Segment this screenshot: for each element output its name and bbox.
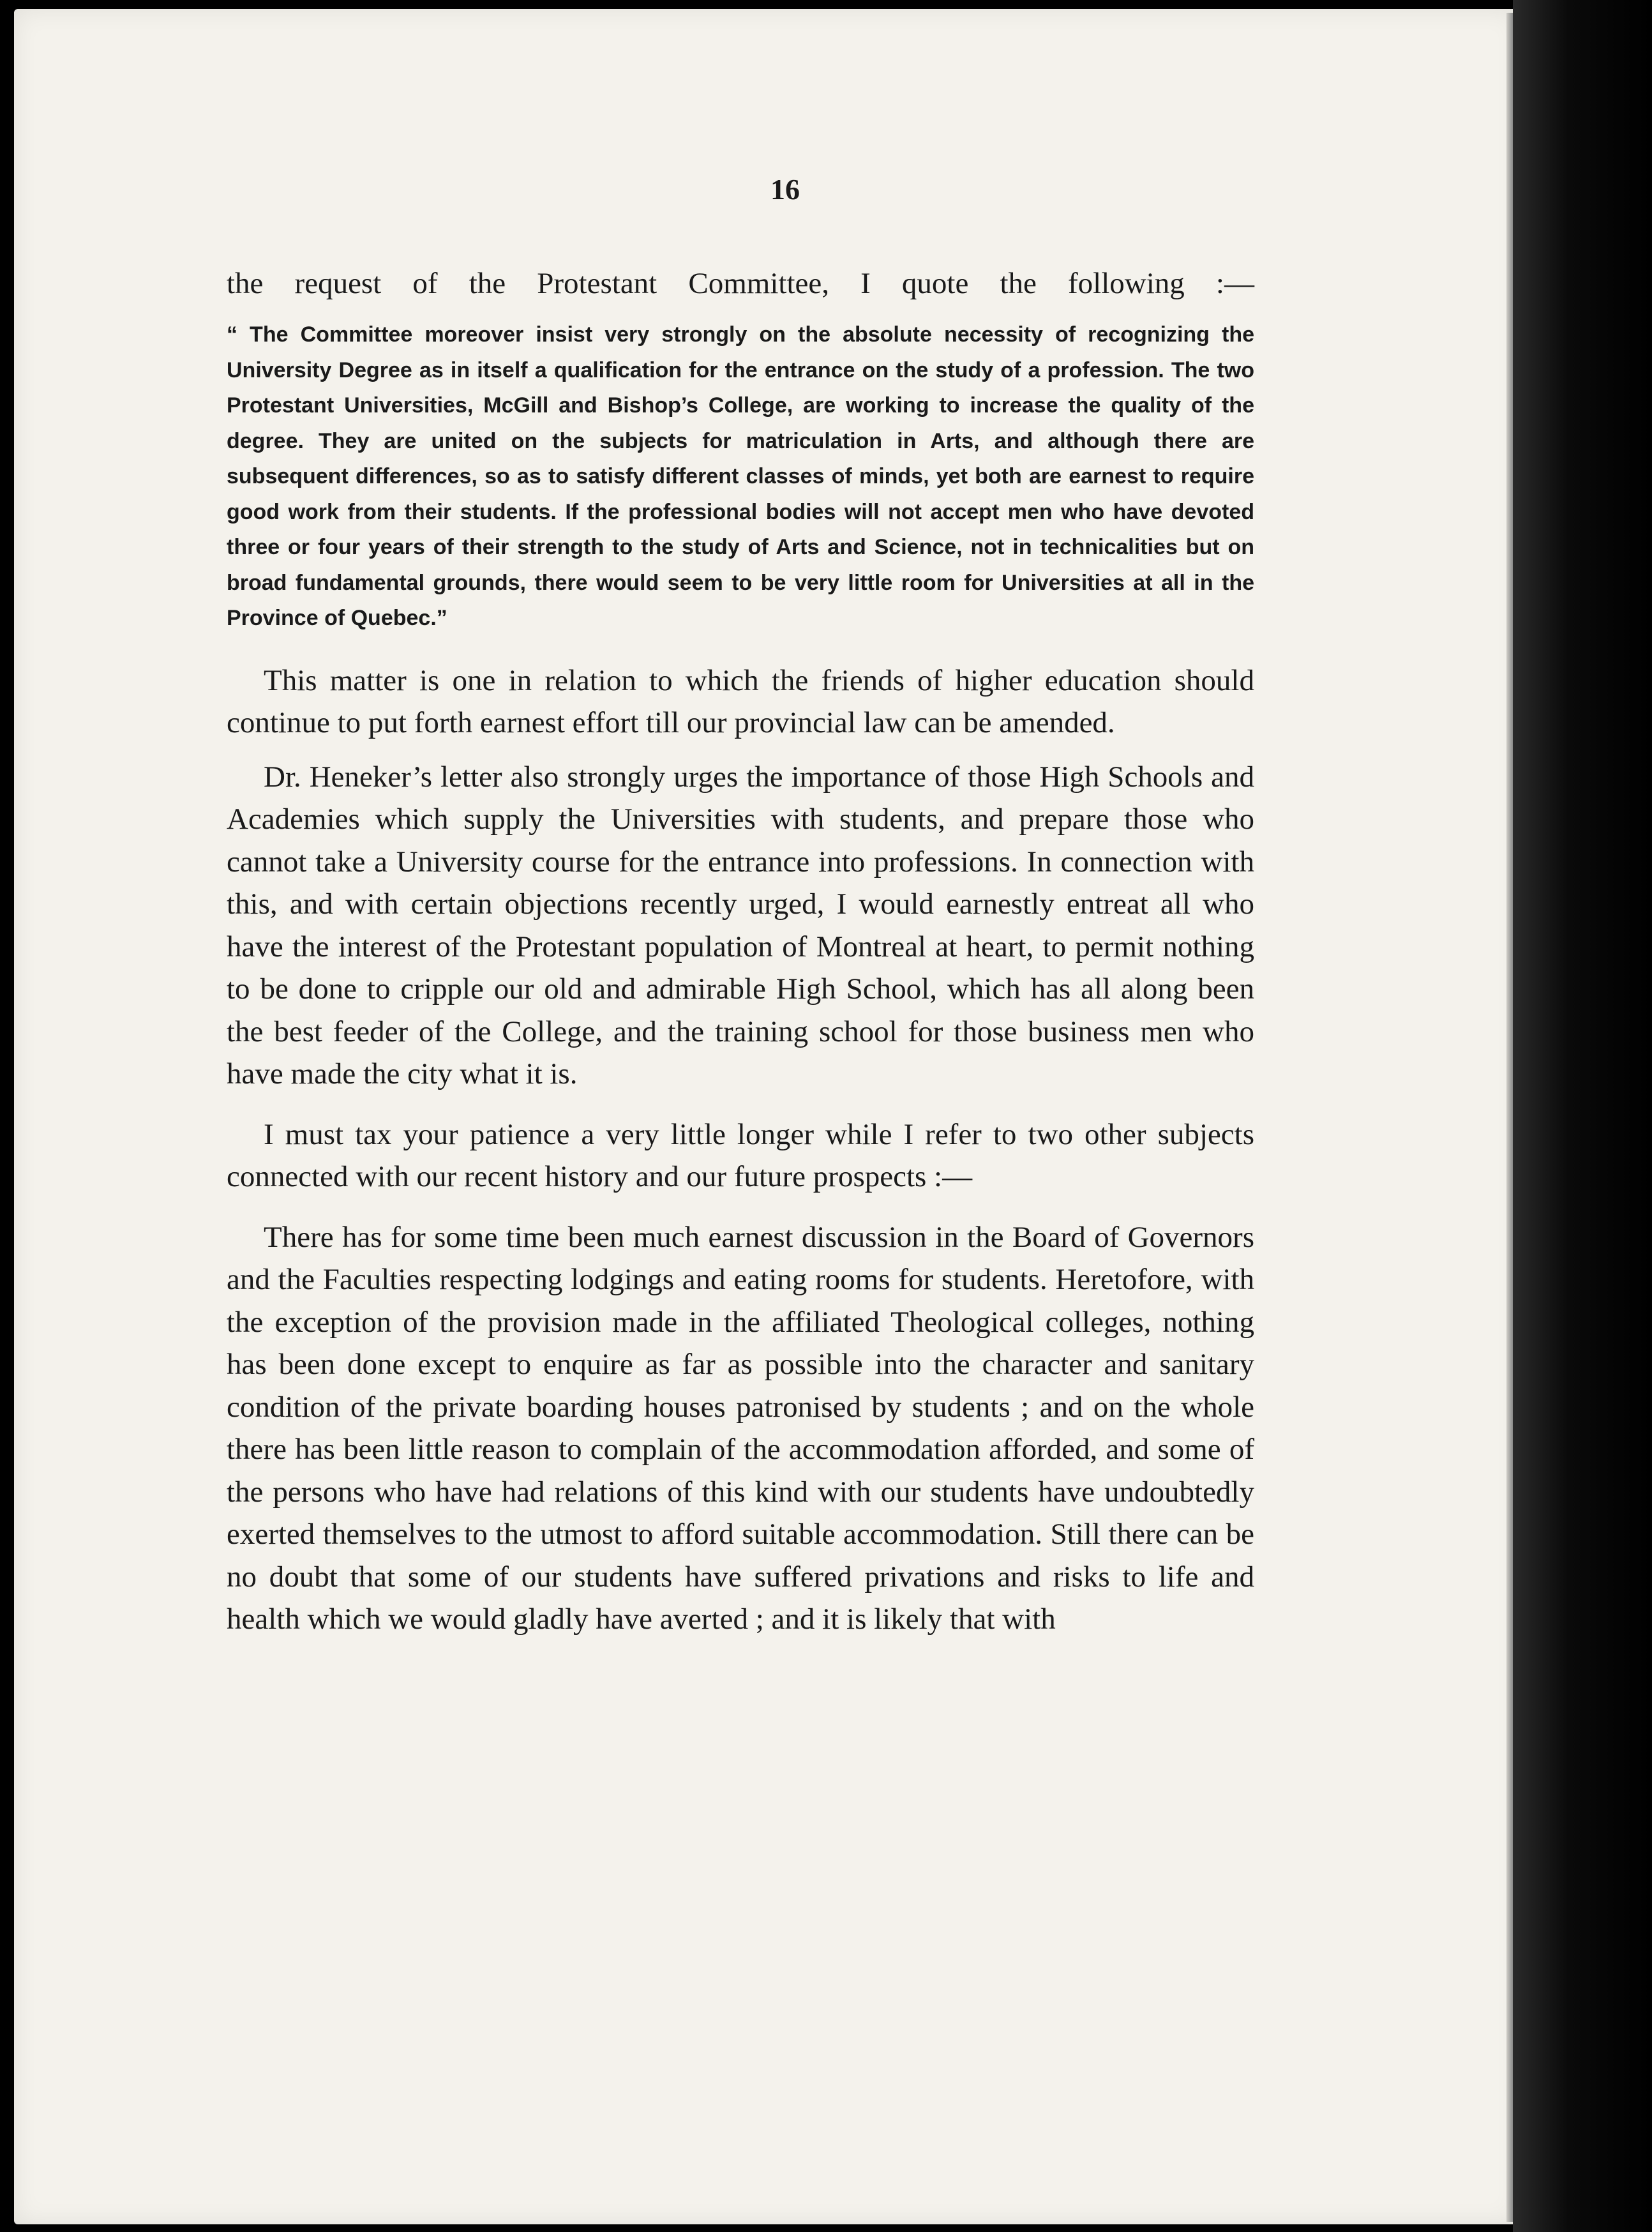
paragraph-4: There has for some time been much earnest discussion in the Board of Governors and the Faculties respecting lodgings and eating rooms for students. Heretofore, with the exception of the provision made in the affiliated Theological colleges, nothing has been done except to enquire as far as possible into the character and sanitary condition of the private boarding houses patronised by students ; and on the whole there has been little reason to complain of the accommodation afforded, and some of the persons who have had relations of this kind with our students have undoubtedly exerted themselves to the utmost to afford suitable accommodation. Still there can be no doubt that some of our students have suffered privations and risks to life and health which we would gladly have averted ; and it is likely that with xyxy=(227,1220,1254,1636)
block-quote: “ The Committee moreover insist very strongly on the absolute necessity of recognizing the University Degree as in itself a qualification for the entrance on the study of a profession. The two Protestant Universities, McGill and Bishop’s College, are working to increase the quality of the degree. They are united on the subjects for matriculation in Arts, and although there are subsequent differences, so as to satisfy different classes of minds, yet both are earnest to require good work from their students. If the professional bodies will not accept men who have devoted three or four years of their strength to the study of Arts and Science, not in technicalities but on broad fundamental grounds, there would seem to be very little room for Universities at all in the Province of Quebec.” xyxy=(227,322,1254,630)
lead-line: the request of the Protestant Committee, I quote the following :— xyxy=(227,267,1254,300)
page-content xyxy=(227,172,1254,1652)
page-number: 16 xyxy=(770,173,800,206)
paragraph-2: Dr. Heneker’s letter also strongly urges the importance of those High Schools and Academies which supply the Universities with students, and prepare those who cannot take a University course for the entrance into professions. In connection with this, and with certain objections recently urged, I would earnestly entreat all who have the interest of the Protestant population of Montreal at heart, to permit nothing to be done to cripple our old and admirable High School, which has all along been the best feeder of the College, and the training school for those business men who have made the city what it is. xyxy=(227,760,1254,1090)
paragraph-1: This matter is one in relation to which the friends of higher education should continue to put forth earnest effort till our provincial law can be amended. xyxy=(227,663,1254,739)
paragraph-3: I must tax your patience a very little longer while I refer to two other subjects connected with our recent history and our future prospects :— xyxy=(227,1117,1254,1193)
scan-background-edge xyxy=(1513,0,1652,2232)
page-binding-edge xyxy=(1506,13,1513,2222)
